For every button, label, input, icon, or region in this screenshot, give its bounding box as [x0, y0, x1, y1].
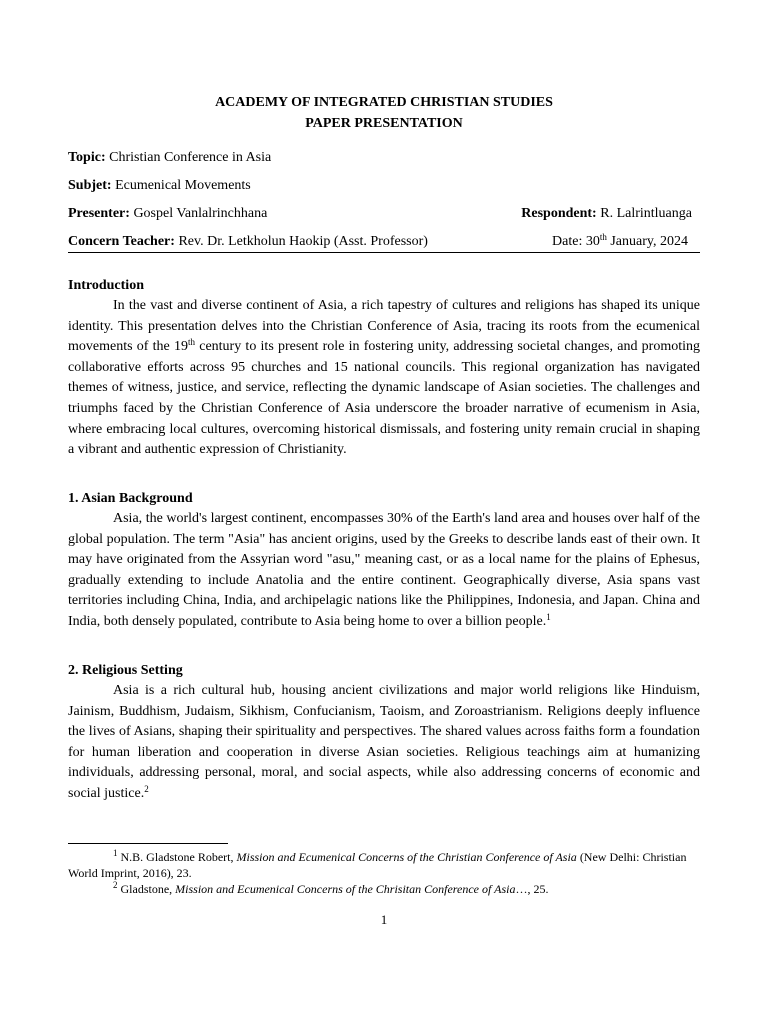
footnote-1-post: (New Delhi: Christian World Imprint, 2016), 23.: [68, 850, 687, 880]
presenter-label: Presenter:: [68, 206, 130, 221]
religious-text: Asia is a rich cultural hub, housing ancient civilizations and major world religions like Hinduism, Jainism, Buddhism, Judaism, Sikhism, Confucianism, Taoism, and Zoroastrianism. Religions deeply influence the lives of Asians, shaping their spirituality and perspectives. The shared values across faiths form a foundation for human liberation and cooperation in diverse Asian societies. Religious teachings aim at humanizing individuals, addressing personal, moral, and social aspects, while also addressing concerns of economic and social justice.: [68, 683, 700, 801]
introduction-paragraph: [68, 296, 700, 461]
subject-line: [68, 177, 700, 195]
document-type-title: PAPER PRESENTATION: [305, 116, 463, 131]
date-sup: th: [599, 232, 607, 242]
presenter-line: [68, 205, 700, 223]
footnote-2-title: Mission and Ecumenical Concerns of the Chrisitan Conference of Asia: [175, 882, 516, 896]
teacher-line: [68, 233, 700, 251]
date-prefix: Date: 30: [552, 234, 600, 249]
footnote-ref-2[interactable]: 2: [144, 783, 149, 794]
date: [552, 233, 700, 251]
asian-background-heading: 1. Asian Background: [68, 491, 193, 506]
footnote-1-number: 1: [113, 848, 118, 858]
footnote-2-number: 2: [113, 880, 118, 890]
respondent-value: R. Lalrintluanga: [596, 206, 692, 221]
subject-label: Subjet:: [68, 178, 112, 193]
subject-value: Ecumenical Movements: [111, 178, 251, 193]
footnote-2: [68, 881, 700, 897]
background-text: Asia, the world's largest continent, encompasses 30% of the Earth's land area and houses over half of the global population. The term "Asia" has ancient origins, used by the Greeks to describe lands east of their own. It may have originated from the Assyrian word "asu," meaning cast, or as a local name for the plains of Ephesus, gradually extending to include Anatolia and the entire continent. Geographically diverse, Asia spans vast territories including China, India, and archipelagic nations like the Philippines, Indonesia, and Japan. China and India, both densely populated, contribute to Asia being home to over a billion people.: [68, 511, 700, 629]
introduction-heading: Introduction: [68, 278, 144, 293]
institution-title: ACADEMY OF INTEGRATED CHRISTIAN STUDIES: [215, 95, 553, 110]
footnote-1: [68, 849, 700, 881]
topic-value: Christian Conference in Asia: [105, 150, 272, 165]
header-divider: [68, 252, 700, 253]
teacher-value: Rev. Dr. Letkholun Haokip (Asst. Professor): [174, 234, 428, 249]
footnote-ref-1[interactable]: 1: [546, 611, 551, 622]
intro-text-2: century to its present role in fostering unity, addressing societal changes, and promoting collaborative efforts across 95 churches and 15 national councils. This regional organization has navigated themes of witness, justice, and service, reflecting the dynamic landscape of Asian societies. The challenges and triumphs faced by the Christian Conference of Asia underscore the broader narrative of ecumenism in Asia, where embracing local cultures, overcoming historical dismissals, and fostering unity remain crucial in shaping a vibrant and authentic expression of Christianity.: [68, 339, 700, 458]
topic-label: Topic:: [68, 150, 106, 165]
footnote-2-pre: Gladstone,: [117, 882, 176, 896]
footnote-1-pre: N.B. Gladstone Robert,: [117, 850, 237, 864]
presenter-value: Gospel Vanlalrinchhana: [129, 206, 268, 221]
date-suffix: January, 2024: [606, 234, 688, 249]
intro-text-1: In the vast and diverse continent of Asia, a rich tapestry of cultures and religions has shaped its unique identity. This presentation delves into the Christian Conference of Asia, tracing its roots from the ecumenical movements of the 19: [68, 298, 700, 355]
footnote-2-post: …, 25.: [515, 882, 549, 896]
respondent-label: Respondent:: [521, 206, 597, 221]
religious-setting-heading: 2. Religious Setting: [68, 663, 183, 678]
religious-setting-paragraph: [68, 681, 700, 805]
page-number: 1: [380, 912, 388, 927]
teacher-label: Concern Teacher:: [68, 234, 175, 249]
footnote-divider: [68, 843, 228, 844]
asian-background-paragraph: [68, 509, 700, 633]
intro-sup: th: [187, 337, 195, 348]
topic-line: [68, 149, 700, 167]
footnote-1-title: Mission and Ecumenical Concerns of the Christian Conference of Asia: [236, 850, 577, 864]
